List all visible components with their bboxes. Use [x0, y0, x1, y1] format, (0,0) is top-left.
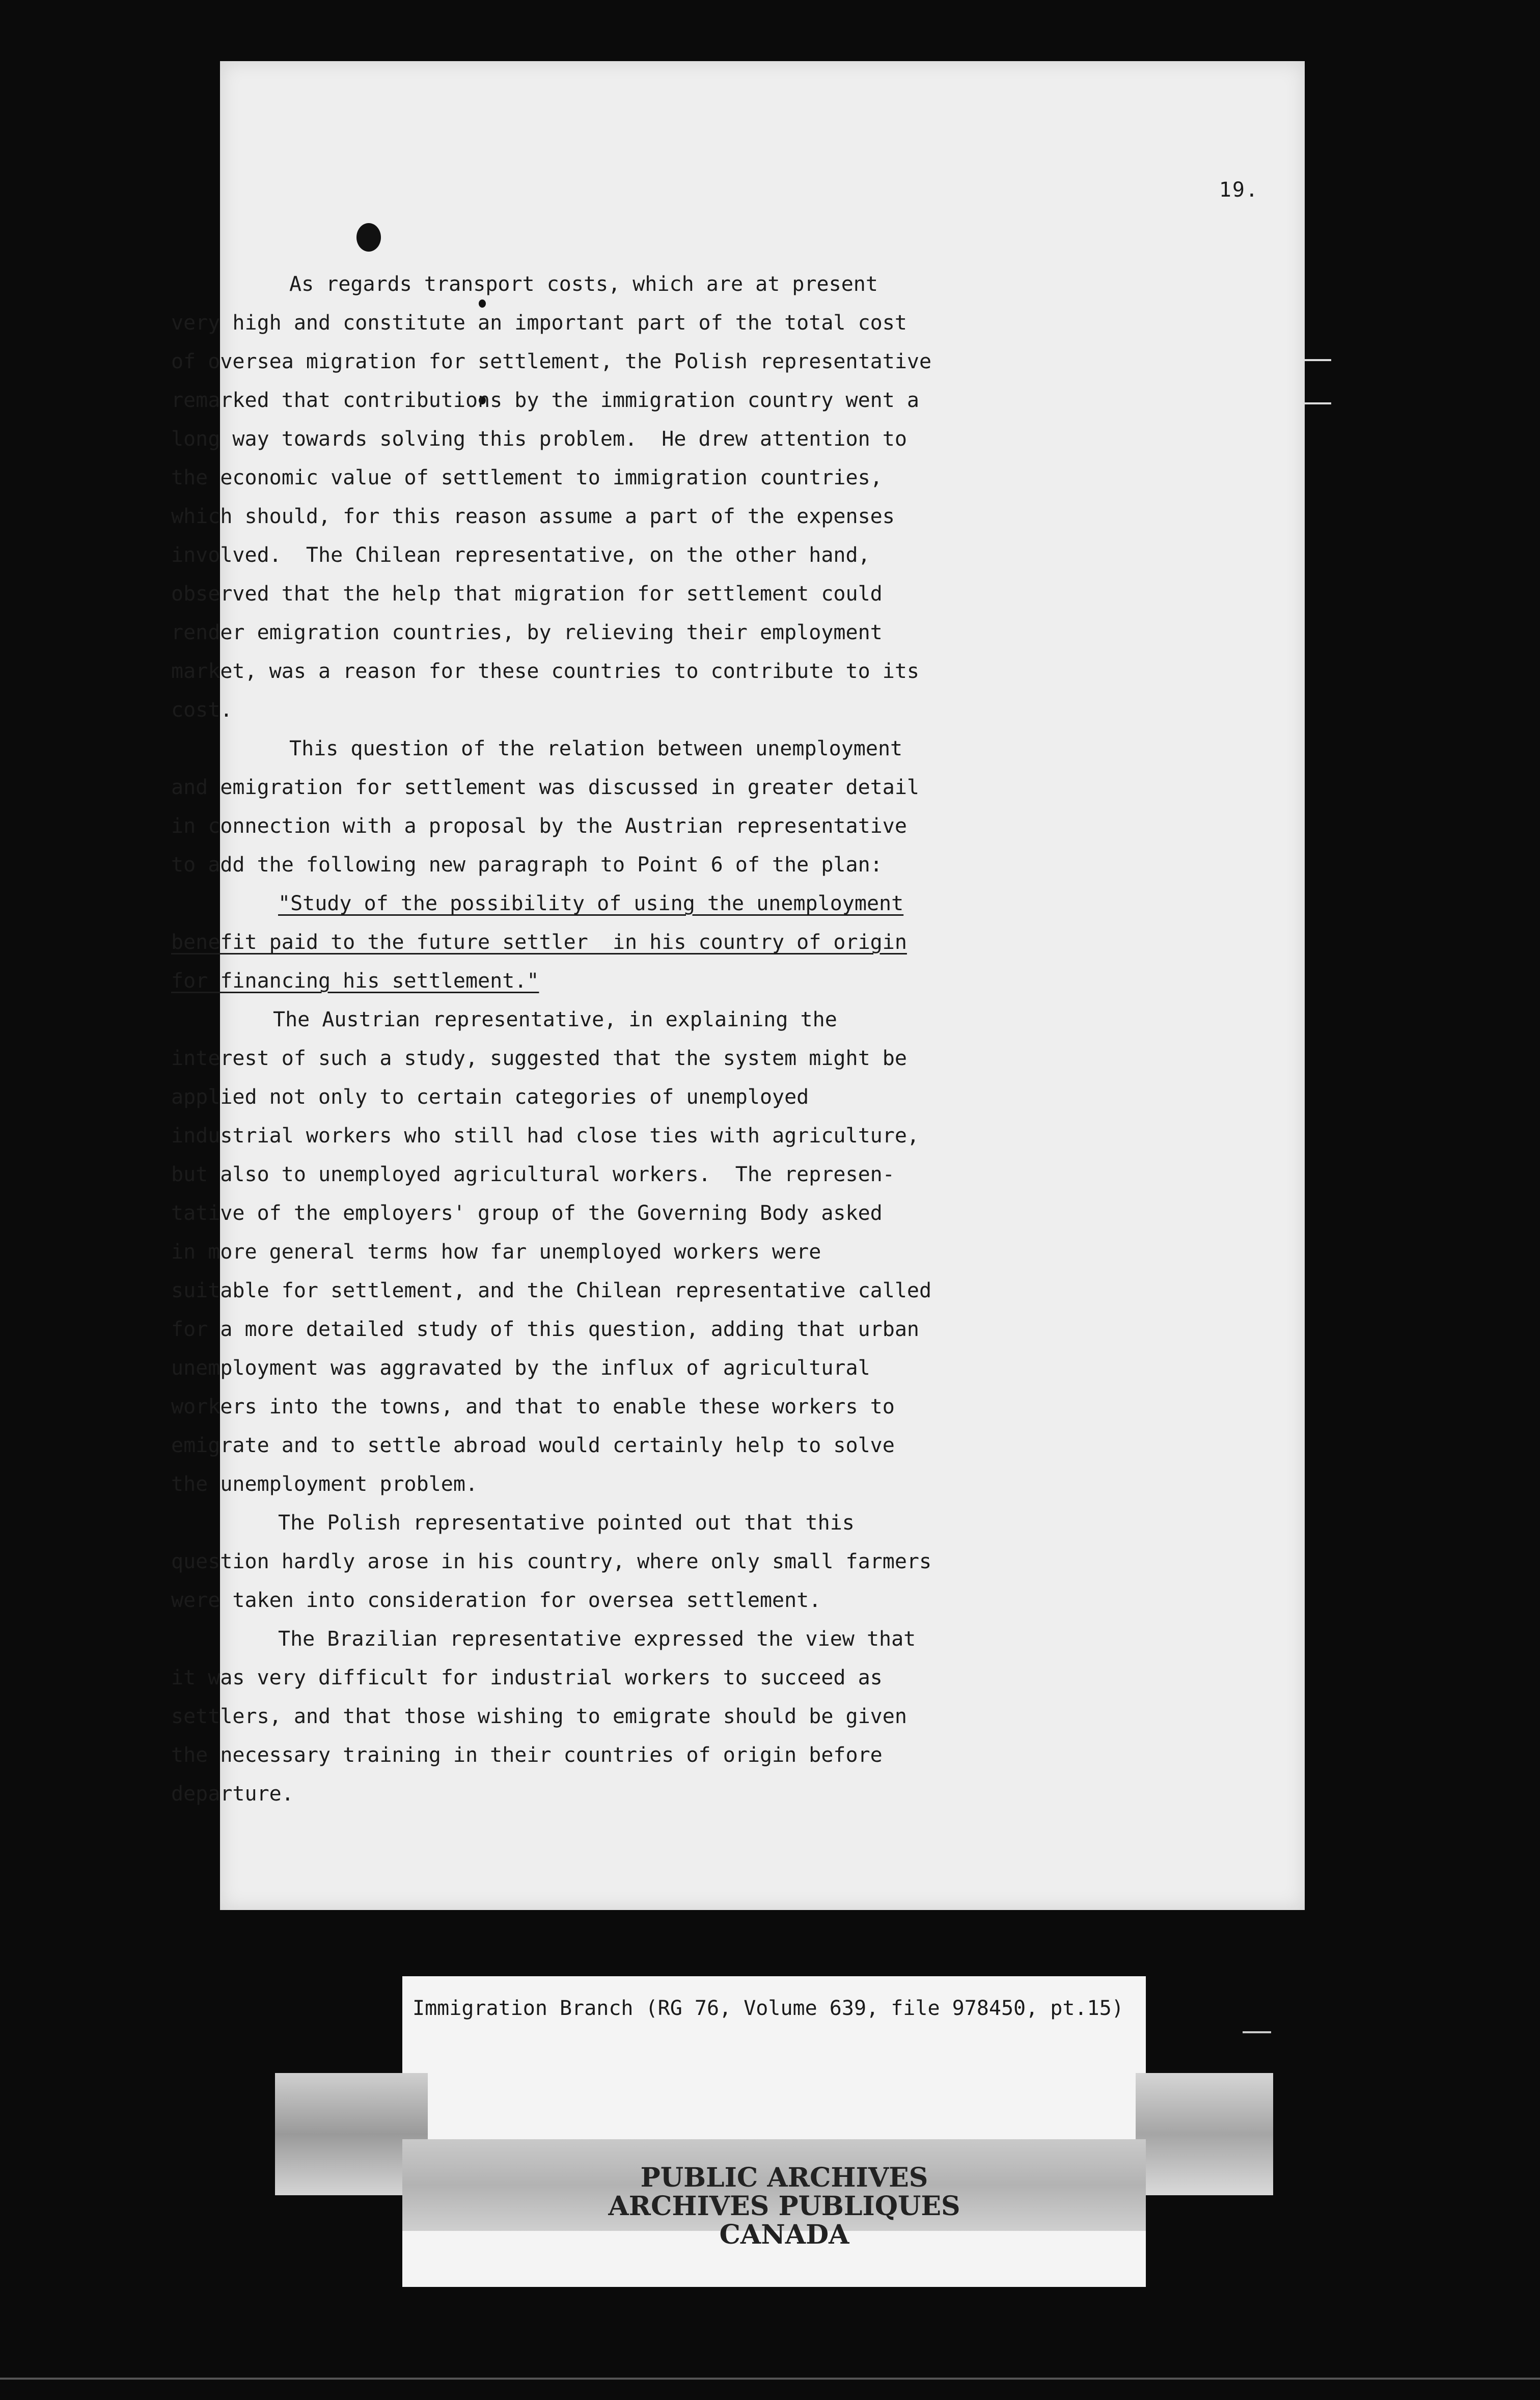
text-line: involved. The Chilean representative, on the other hand, — [171, 543, 870, 567]
archives-stamp — [606, 2164, 963, 2249]
text-line: the unemployment problem. — [171, 1472, 478, 1496]
text-line: it was very difficult for industrial workers to succeed as — [171, 1666, 883, 1689]
text-line: departure. — [171, 1782, 294, 1806]
margin-mark — [1304, 359, 1331, 361]
text-line: market, was a reason for these countries to contribute to its — [171, 660, 920, 683]
archive-caption: Immigration Branch (RG 76, Volume 639, file 978450, pt.15) — [413, 1997, 1124, 2020]
stamp-line-3: CANADA — [719, 2219, 849, 2250]
text-line: render emigration countries, by relieving their employment — [171, 621, 883, 644]
text-line: in connection with a proposal by the Austrian representative — [171, 814, 907, 838]
stamp-line-2: ARCHIVES PUBLIQUES — [608, 2191, 960, 2222]
margin-mark — [1243, 2031, 1271, 2033]
text-line: This question of the relation between unemployment — [289, 737, 903, 760]
text-line: the necessary training in their countries of origin before — [171, 1743, 883, 1767]
text-line: emigrate and to settle abroad would certainly help to solve — [171, 1434, 895, 1457]
page-number: 19. — [1219, 178, 1259, 202]
text-line: and emigration for settlement was discussed in greater detail — [171, 776, 920, 799]
text-line: observed that the help that migration for settlement could — [171, 582, 883, 606]
text-line: remarked that contributions by the immigration country went a — [171, 389, 920, 412]
text-line: industrial workers who still had close ties with agriculture, — [171, 1124, 920, 1148]
text-line: to add the following new paragraph to Point 6 of the plan: — [171, 853, 883, 877]
text-line: were taken into consideration for oversea settlement. — [171, 1589, 821, 1612]
text-line: unemployment was aggravated by the influx of agricultural — [171, 1356, 870, 1380]
text-line: for financing his settlement." — [171, 969, 539, 993]
text-line: question hardly arose in his country, where only small farmers — [171, 1550, 932, 1573]
text-line: interest of such a study, suggested that the system might be — [171, 1047, 907, 1070]
text-line: long way towards solving this problem. He drew attention to — [171, 427, 907, 451]
margin-mark — [1304, 402, 1331, 404]
punch-hole — [356, 223, 381, 252]
text-line: settlers, and that those wishing to emigrate should be given — [171, 1705, 907, 1728]
text-line: tative of the employers' group of the Governing Body asked — [171, 1202, 883, 1225]
text-line: applied not only to certain categories of unemployed — [171, 1085, 809, 1109]
text-line: the economic value of settlement to immigration countries, — [171, 466, 883, 489]
stamp-line-1: PUBLIC ARCHIVES — [640, 2162, 928, 2193]
text-line: As regards transport costs, which are at present — [289, 272, 878, 296]
text-line: The Austrian representative, in explaining the — [273, 1008, 837, 1031]
text-line: which should, for this reason assume a part of the expenses — [171, 505, 895, 528]
text-line: suitable for settlement, and the Chilean representative called — [171, 1279, 932, 1302]
text-line: for a more detailed study of this question, adding that urban — [171, 1318, 920, 1341]
text-line: "Study of the possibility of using the unemployment — [278, 892, 904, 915]
text-line: cost. — [171, 698, 233, 722]
text-line: benefit paid to the future settler in his country of origin — [171, 931, 907, 954]
film-edge-rule — [0, 2378, 1540, 2380]
text-line: The Brazilian representative expressed the view that — [278, 1627, 916, 1651]
text-line: in more general terms how far unemployed workers were — [171, 1240, 821, 1264]
text-line: but also to unemployed agricultural workers. The represen- — [171, 1163, 895, 1186]
tape-strip-right — [1136, 2073, 1273, 2195]
text-line: The Polish representative pointed out that this — [278, 1511, 855, 1535]
text-line: of oversea migration for settlement, the Polish representative — [171, 350, 932, 373]
text-line: very high and constitute an important part of the total cost — [171, 311, 907, 335]
text-line: workers into the towns, and that to enable these workers to — [171, 1395, 895, 1419]
document-body — [171, 265, 1083, 1813]
